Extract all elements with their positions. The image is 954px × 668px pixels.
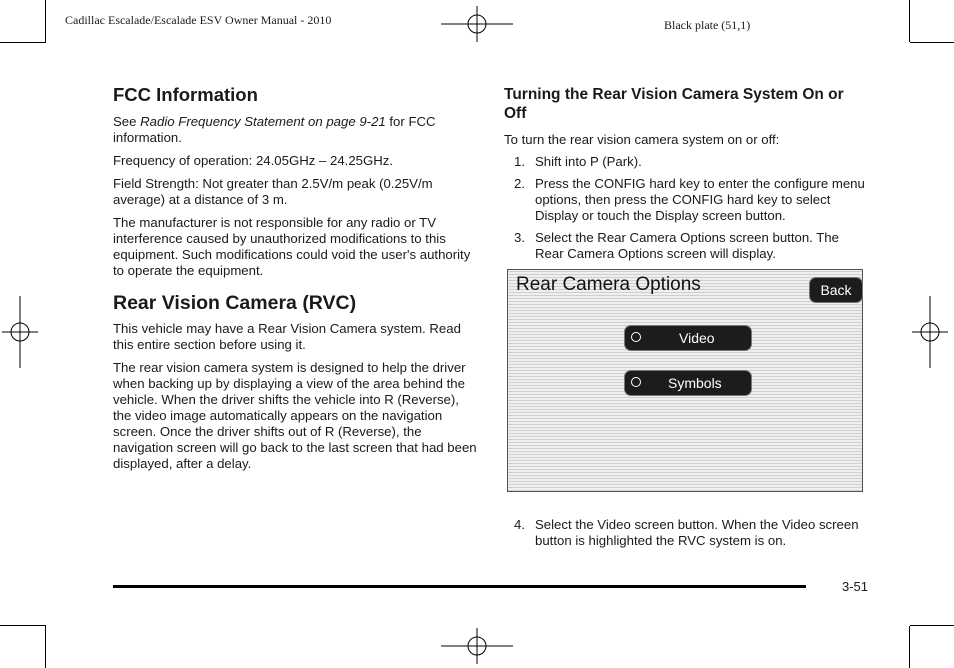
fcc-heading: FCC Information bbox=[113, 84, 258, 105]
radio-icon bbox=[631, 377, 641, 387]
registration-mark-bottom bbox=[441, 628, 513, 664]
step-number: 3. bbox=[514, 230, 525, 245]
radio-frequency-reference[interactable]: Radio Frequency Statement on page 9‑21 bbox=[140, 114, 386, 129]
rvc-description: The rear vision camera system is designed to help the driver when backing up by displaying a view of the area behind the vehicle. When the driver shifts the vehicle into R (Reverse), the video image automatically appears on the navigation screen. Once the driver shifts out of R (Reverse), the navigation screen will go back to the last screen that had been displayed, after a delay. bbox=[113, 360, 477, 471]
registration-mark-left bbox=[2, 296, 38, 368]
video-label: Video bbox=[679, 330, 715, 346]
crop-mark bbox=[45, 0, 46, 42]
turning-intro: To turn the rear vision camera system on or off: bbox=[504, 132, 780, 147]
steps-list bbox=[504, 154, 866, 262]
footer-rule bbox=[113, 585, 806, 588]
right-column bbox=[504, 85, 866, 268]
screen-title: Rear Camera Options bbox=[516, 274, 701, 295]
video-button[interactable] bbox=[625, 326, 751, 350]
fcc-manufacturer-note: The manufacturer is not responsible for any radio or TV interference caused by unauthorized modifications to this equipment. Such modifications could void the user's authority to operate the equipment. bbox=[113, 215, 471, 278]
registration-mark-top bbox=[441, 6, 513, 42]
step-text: Select the Rear Camera Options screen button. The Rear Camera Options screen will display. bbox=[535, 230, 839, 261]
crop-mark bbox=[910, 625, 954, 626]
crop-mark bbox=[0, 625, 46, 626]
rvc-heading: Rear Vision Camera (RVC) bbox=[113, 292, 357, 314]
step-item bbox=[504, 176, 866, 224]
crop-mark bbox=[45, 626, 46, 668]
symbols-button[interactable] bbox=[625, 371, 751, 395]
step-4-block bbox=[504, 517, 866, 555]
step-text: Press the CONFIG hard key to enter the configure menu options, then press the CONFIG hard key to select Display or touch the Display screen button. bbox=[535, 176, 865, 223]
step-text: Shift into P (Park). bbox=[535, 154, 642, 169]
symbols-label: Symbols bbox=[668, 375, 722, 391]
turning-heading: Turning the Rear Vision Camera System On or Off bbox=[504, 86, 844, 122]
crop-mark bbox=[909, 0, 910, 42]
registration-mark-right bbox=[912, 296, 948, 368]
step-item bbox=[504, 230, 866, 262]
step-number: 2. bbox=[514, 176, 525, 191]
fcc-field-strength: Field Strength: Not greater than 2.5V/m peak (0.25V/m average) at a distance of 3 m. bbox=[113, 176, 433, 207]
manual-title: Cadillac Escalade/Escalade ESV Owner Manual - 2010 bbox=[65, 13, 332, 27]
back-button[interactable]: Back bbox=[810, 278, 862, 302]
rear-camera-options-screen bbox=[507, 269, 863, 492]
fcc-frequency: Frequency of operation: 24.05GHz – 24.25GHz. bbox=[113, 153, 394, 168]
crop-mark bbox=[909, 626, 910, 668]
step-text: Select the Video screen button. When the Video screen button is highlighted the RVC system is on. bbox=[535, 517, 859, 548]
step-number: 4. bbox=[514, 517, 525, 532]
step-number: 1. bbox=[514, 154, 525, 169]
see-rest-text: for FCC information. bbox=[113, 114, 436, 145]
rvc-intro: This vehicle may have a Rear Vision Camera system. Read this entire section before using it. bbox=[113, 321, 461, 352]
see-text: See bbox=[113, 114, 141, 129]
fcc-paragraph-see bbox=[113, 114, 479, 146]
left-column bbox=[113, 84, 479, 479]
steps-list-continued bbox=[504, 517, 866, 549]
step-item bbox=[504, 154, 866, 170]
crop-mark bbox=[0, 42, 46, 43]
radio-icon bbox=[631, 332, 641, 342]
step-item bbox=[504, 517, 866, 549]
crop-mark bbox=[910, 42, 954, 43]
plate-label: Black plate (51,1) bbox=[664, 18, 751, 32]
page-number: 3-51 bbox=[842, 579, 869, 594]
